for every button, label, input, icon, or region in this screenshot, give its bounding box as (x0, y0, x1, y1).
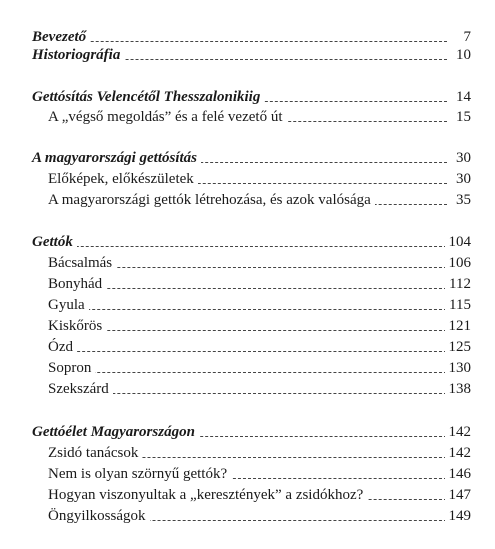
toc-entry-title: Kiskőrös (48, 316, 106, 336)
toc-entry-title: A magyarországi gettók létrehozása, és azok valósága (48, 190, 375, 210)
toc-entry-title: A magyarországi gettósítás (32, 148, 201, 168)
toc-entry (0, 274, 495, 294)
toc-entry-title: Gettóélet Magyarországon (32, 422, 199, 442)
toc-entry-title: Bonyhád (48, 274, 106, 294)
toc-entry-page: 30 (452, 169, 471, 189)
dot-leader (52, 330, 447, 331)
toc-entry-title: A „végső megoldás” és a felé vezető út (48, 107, 287, 127)
toc-entry (0, 506, 495, 526)
toc-entry-page: 7 (460, 27, 472, 47)
toc-entry-page: 10 (452, 45, 471, 65)
toc-entry-page: 30 (452, 148, 471, 168)
toc-entry-page: 142 (445, 443, 472, 463)
dot-leader (36, 246, 447, 247)
toc-entry-page: 142 (445, 422, 472, 442)
toc-entry (0, 27, 495, 47)
toc-entry (0, 107, 495, 127)
toc-entry-page: 35 (452, 190, 471, 210)
toc-entry (0, 422, 495, 442)
toc-entry-page: 146 (445, 464, 472, 484)
toc-entry-title: Sopron (48, 358, 95, 378)
dot-leader (52, 288, 447, 289)
toc-entry-page: 121 (445, 316, 472, 336)
toc-entry-title: Előképek, előkészületek (48, 169, 198, 189)
toc-entry (0, 443, 495, 463)
toc-entry (0, 190, 495, 210)
toc-entry (0, 148, 495, 168)
toc-entry-title: Gettósítás Velencétől Thesszalonikiig (32, 87, 264, 107)
toc-entry-page: 147 (445, 485, 472, 505)
toc-entry-page: 15 (452, 107, 471, 127)
toc-entry-title: Historiográfia (32, 45, 124, 65)
toc-entry (0, 87, 495, 107)
toc-entry-page: 125 (445, 337, 472, 357)
toc-entry-page: 14 (452, 87, 471, 107)
toc-entry (0, 358, 495, 378)
toc-entry-page: 138 (445, 379, 472, 399)
dot-leader (52, 372, 447, 373)
toc-entry (0, 379, 495, 399)
toc-entry (0, 485, 495, 505)
toc-entry (0, 295, 495, 315)
toc-entry-title: Nem is olyan szörnyű gettók? (48, 464, 231, 484)
toc-entry-page: 106 (445, 253, 472, 273)
dot-leader (36, 41, 447, 42)
dot-leader (52, 309, 447, 310)
toc-entry-page: 115 (445, 295, 471, 315)
toc-entry-title: Gettók (32, 232, 77, 252)
toc-entry-title: Gyula (48, 295, 89, 315)
toc-entry (0, 232, 495, 252)
toc-entry-page: 149 (445, 506, 472, 526)
toc-entry (0, 253, 495, 273)
toc-entry-title: Öngyilkosságok (48, 506, 150, 526)
toc-entry (0, 316, 495, 336)
toc-entry-title: Szekszárd (48, 379, 113, 399)
toc-entry-page: 104 (445, 232, 472, 252)
toc-entry-title: Ózd (48, 337, 77, 357)
toc-entry-title: Zsidó tanácsok (48, 443, 142, 463)
toc-entry-title: Bácsalmás (48, 253, 116, 273)
toc-entry-title: Hogyan viszonyultak a „keresztények” a zsidókhoz? (48, 485, 367, 505)
toc-entry-title: Bevezető (32, 27, 90, 47)
toc-entry-page: 130 (445, 358, 472, 378)
toc-entry (0, 464, 495, 484)
toc-entry-page: 112 (445, 274, 471, 294)
toc-entry (0, 45, 495, 65)
dot-leader (52, 351, 447, 352)
toc-entry (0, 169, 495, 189)
toc-entry (0, 337, 495, 357)
